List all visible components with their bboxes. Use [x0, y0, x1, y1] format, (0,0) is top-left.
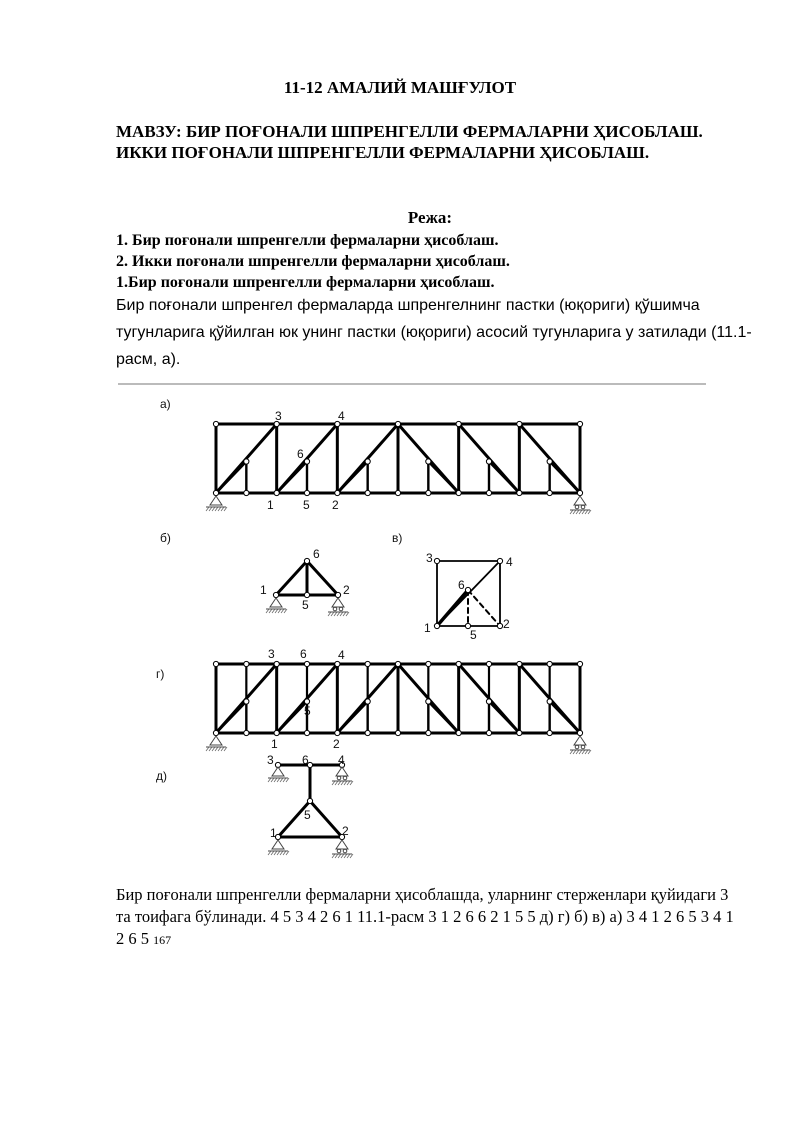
truss-node [365, 661, 370, 666]
support-hatch [277, 778, 280, 782]
truss-node [213, 661, 218, 666]
a-node-label-2: 2 [332, 498, 339, 512]
support-hatch [344, 854, 347, 858]
panel-label-d: д) [156, 769, 167, 783]
truss-bar [216, 702, 246, 734]
truss-panel-v [434, 558, 502, 628]
truss-node [274, 730, 279, 735]
d-node-label-1: 1 [270, 826, 277, 840]
support-hatch [582, 750, 585, 754]
support-hatch [331, 612, 334, 616]
support-roller [581, 505, 585, 509]
support-hatch [277, 851, 280, 855]
support-hatch [341, 781, 344, 785]
panel-label-g: г) [156, 667, 165, 681]
page-number: 167 [153, 933, 172, 947]
support-hatch [272, 609, 275, 613]
truss-node [486, 730, 491, 735]
truss-node [307, 798, 312, 803]
truss-node [547, 661, 552, 666]
truss-node [577, 730, 582, 735]
truss-node [426, 459, 431, 464]
plan-heading: Режа: [407, 208, 453, 227]
truss-node [304, 558, 309, 563]
support-hatch [221, 747, 224, 751]
support-hatch [215, 747, 218, 751]
support-roller [575, 745, 579, 749]
plan-list [116, 230, 756, 293]
support-hatch [286, 778, 289, 782]
support-roller [337, 849, 341, 853]
support-hatch [576, 510, 579, 514]
truss-bar [437, 590, 468, 626]
support-hatch [280, 851, 283, 855]
support-hatch [335, 781, 338, 785]
v-node-label-1: 1 [424, 621, 431, 635]
truss-node [486, 699, 491, 704]
topic-line-1: МАВЗУ: БИР ПОҒОНАЛИ ШПРЕНГЕЛЛИ ФЕРМАЛАРНИ ҲИСОБЛАШ. [116, 122, 703, 141]
truss-node [335, 592, 340, 597]
support-hatch [328, 612, 331, 616]
plan-item-1: 1. Бир поғонали шпренгелли фермаларни ҳисоблаш. [116, 232, 499, 249]
support-triangle [332, 598, 344, 607]
support-hatch [350, 854, 353, 858]
support-hatch [269, 609, 272, 613]
support-hatch [585, 750, 588, 754]
truss-bar [550, 462, 580, 494]
plan-item-2: 2. Икки поғонали шпренгелли фермаларни ҳисоблаш. [116, 253, 510, 270]
g-node-label-5: 5 [304, 704, 311, 718]
truss-bar [428, 462, 458, 494]
truss-panel-a [206, 421, 591, 514]
support-hatch [212, 747, 215, 751]
support-hatch [582, 510, 585, 514]
support-hatch [268, 778, 271, 782]
truss-node [486, 490, 491, 495]
support-hatch [284, 609, 287, 613]
support-hatch [346, 612, 349, 616]
support-hatch [206, 507, 209, 511]
truss-node [274, 490, 279, 495]
truss-node [365, 490, 370, 495]
truss-node [517, 661, 522, 666]
support-hatch [275, 609, 278, 613]
support-triangle [574, 496, 586, 505]
support-hatch [271, 778, 274, 782]
support-hatch [206, 747, 209, 751]
support-hatch [218, 507, 221, 511]
truss-node [426, 730, 431, 735]
support-hatch [283, 778, 286, 782]
truss-node [517, 421, 522, 426]
support-hatch [338, 781, 341, 785]
support-hatch [350, 781, 353, 785]
support-triangle [336, 767, 348, 776]
support-hatch [280, 778, 283, 782]
truss-node [274, 661, 279, 666]
truss-node [434, 558, 439, 563]
truss-node [365, 699, 370, 704]
truss-node [577, 490, 582, 495]
support-hatch [218, 747, 221, 751]
truss-node [304, 490, 309, 495]
truss-bar [550, 702, 580, 734]
truss-node [577, 661, 582, 666]
truss-node [517, 490, 522, 495]
a-node-label-4: 4 [338, 409, 345, 423]
truss-node [244, 459, 249, 464]
support-hatch [585, 510, 588, 514]
truss-node [244, 730, 249, 735]
support-roller [333, 607, 337, 611]
truss-node [244, 699, 249, 704]
g-node-label-6: 6 [300, 647, 307, 661]
support-hatch [340, 612, 343, 616]
truss-node [426, 490, 431, 495]
truss-node [547, 490, 552, 495]
truss-bar [337, 462, 367, 494]
support-triangle [270, 598, 282, 607]
plan-item-3: 1.Бир поғонали шпренгелли фермаларни ҳисоблаш. [116, 274, 495, 291]
b-node-label-2: 2 [343, 583, 350, 597]
truss-node [497, 623, 502, 628]
support-hatch [573, 510, 576, 514]
g-node-label-3: 3 [268, 647, 275, 661]
support-hatch [337, 612, 340, 616]
support-hatch [332, 781, 335, 785]
truss-node [456, 661, 461, 666]
v-node-label-5: 5 [470, 628, 477, 642]
support-hatch [209, 507, 212, 511]
support-hatch [224, 507, 227, 511]
truss-node [395, 730, 400, 735]
support-hatch [271, 851, 274, 855]
topic-line-2: ИККИ ПОҒОНАЛИ ШПРЕНГЕЛЛИ ФЕРМАЛАРНИ ҲИСОБЛАШ. [116, 143, 650, 162]
caption-text: Бир поғонали шпренгелли фермаларни ҳисоблашда, уларнинг стерженлари қуйидаги 3 та тоифага бўлинади. 4 5 3 4 2 6 1 11.1-расм 3 1 2 6 6 2 1 5 5 д) г) б) в) а) 3 4 1 2 6 5 3 4 1 2 6 5 [116, 885, 734, 948]
truss-node [395, 490, 400, 495]
truss-node [335, 490, 340, 495]
truss-node [547, 459, 552, 464]
support-roller [575, 505, 579, 509]
support-roller [339, 607, 343, 611]
truss-node [335, 730, 340, 735]
support-hatch [209, 747, 212, 751]
support-hatch [588, 510, 591, 514]
truss-bar [428, 702, 458, 734]
g-node-label-2: 2 [333, 737, 340, 751]
d-node-label-6: 6 [302, 753, 309, 767]
truss-bar [310, 801, 342, 837]
g-node-label-1: 1 [271, 737, 278, 751]
truss-bar [489, 702, 519, 734]
support-hatch [334, 612, 337, 616]
a-node-label-5: 5 [303, 498, 310, 512]
truss-node [497, 558, 502, 563]
support-hatch [283, 851, 286, 855]
truss-node [547, 699, 552, 704]
truss-node [304, 661, 309, 666]
support-hatch [579, 510, 582, 514]
truss-node [456, 421, 461, 426]
truss-node [213, 421, 218, 426]
truss-node [486, 661, 491, 666]
truss-bar [337, 702, 367, 734]
truss-node [304, 459, 309, 464]
support-roller [343, 776, 347, 780]
support-roller [337, 776, 341, 780]
support-hatch [274, 851, 277, 855]
support-hatch [335, 854, 338, 858]
truss-bar [276, 561, 307, 595]
truss-node [365, 459, 370, 464]
truss-node [456, 490, 461, 495]
support-triangle [574, 736, 586, 745]
truss-node [486, 459, 491, 464]
support-triangle [210, 736, 222, 745]
support-hatch [347, 781, 350, 785]
a-node-label-3: 3 [275, 409, 282, 423]
truss-node [213, 490, 218, 495]
v-node-label-4: 4 [506, 555, 513, 569]
support-hatch [341, 854, 344, 858]
truss-node [395, 661, 400, 666]
truss-node [426, 699, 431, 704]
d-node-label-2: 2 [342, 824, 349, 838]
b-node-label-5: 5 [302, 598, 309, 612]
support-hatch [278, 609, 281, 613]
truss-node [335, 661, 340, 666]
panel-label-b: б) [160, 531, 171, 545]
support-hatch [338, 854, 341, 858]
support-roller [581, 745, 585, 749]
support-hatch [343, 612, 346, 616]
page-title: 11-12 АМАЛИЙ МАШҒУЛОТ [283, 78, 517, 97]
d-node-label-4: 4 [338, 753, 345, 767]
support-hatch [344, 781, 347, 785]
support-hatch [573, 750, 576, 754]
support-hatch [570, 750, 573, 754]
g-node-label-4: 4 [338, 648, 345, 662]
truss-bar [216, 462, 246, 494]
support-hatch [347, 854, 350, 858]
truss-bar [277, 702, 307, 734]
truss-bar [489, 462, 519, 494]
d-node-label-3: 3 [267, 753, 274, 767]
truss-node [304, 592, 309, 597]
truss-node [304, 730, 309, 735]
support-hatch [286, 851, 289, 855]
truss-bar [468, 590, 500, 626]
truss-panel-g [206, 661, 591, 754]
caption-paragraph [116, 884, 736, 951]
truss-node [273, 592, 278, 597]
support-hatch [266, 609, 269, 613]
truss-node [517, 730, 522, 735]
support-hatch [332, 854, 335, 858]
intro-paragraph: Бир поғонали шпренгел фермаларда шпренгелнинг пастки (юқориги) қўшимча тугунларига қўйилган юк унинг пастки (юқориги) асосий тугунларига у затилади (11.1-расм, а). [116, 297, 752, 368]
truss-node [577, 421, 582, 426]
support-hatch [268, 851, 271, 855]
a-node-label-1: 1 [267, 498, 274, 512]
truss-bar [307, 561, 338, 595]
truss-node [547, 730, 552, 735]
truss-figure [110, 378, 710, 868]
support-hatch [215, 507, 218, 511]
truss-node [213, 730, 218, 735]
support-triangle [272, 767, 284, 776]
truss-node [365, 730, 370, 735]
panel-label-v: в) [392, 531, 403, 545]
support-hatch [224, 747, 227, 751]
v-node-label-2: 2 [503, 617, 510, 631]
truss-node [456, 730, 461, 735]
panel-label-a: а) [160, 397, 171, 411]
support-hatch [570, 510, 573, 514]
support-roller [343, 849, 347, 853]
b-node-label-1: 1 [260, 583, 267, 597]
truss-node [244, 661, 249, 666]
truss-node [434, 623, 439, 628]
b-node-label-6: 6 [313, 547, 320, 561]
support-triangle [336, 840, 348, 849]
support-triangle [210, 496, 222, 505]
truss-bar [277, 462, 307, 494]
truss-node [244, 490, 249, 495]
truss-node [426, 661, 431, 666]
truss-node [395, 421, 400, 426]
support-hatch [579, 750, 582, 754]
support-hatch [576, 750, 579, 754]
v-node-label-3: 3 [426, 551, 433, 565]
support-hatch [221, 507, 224, 511]
support-hatch [212, 507, 215, 511]
support-hatch [588, 750, 591, 754]
support-triangle [272, 840, 284, 849]
support-hatch [274, 778, 277, 782]
a-node-label-6: 6 [297, 447, 304, 461]
d-node-label-5: 5 [304, 808, 311, 822]
support-hatch [281, 609, 284, 613]
truss-node [465, 587, 470, 592]
v-node-label-6: 6 [458, 578, 465, 592]
topic-heading [116, 121, 756, 163]
